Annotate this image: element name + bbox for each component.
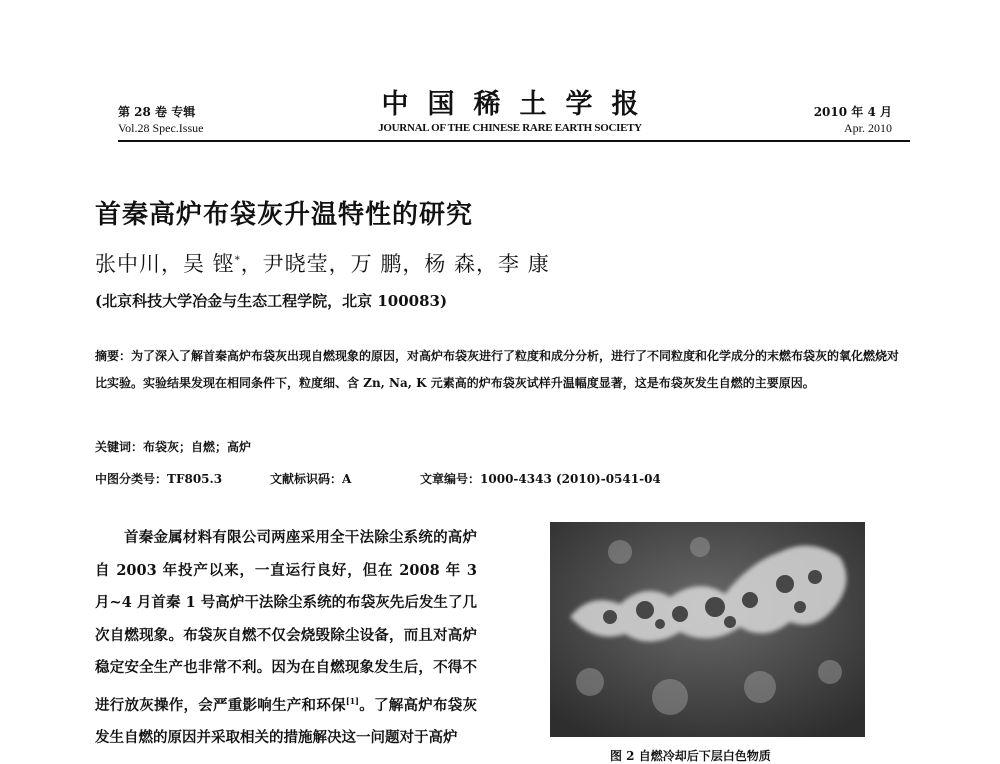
figure-photo (550, 522, 865, 737)
doc-code-item (270, 470, 420, 487)
clc-item (95, 470, 270, 487)
citation-ref: [1] (345, 695, 359, 706)
authors (95, 248, 550, 278)
volume-cn: 第 28 卷 专辑 (118, 105, 196, 119)
article-no-label: 文章编号： (420, 472, 481, 486)
keywords (95, 438, 251, 455)
affiliation: (北京科技大学冶金与生态工程学院，北京 100083) (95, 292, 448, 310)
article-no-item (420, 470, 661, 487)
clc-label: 中图分类号： (95, 472, 168, 486)
keywords-label: 关键词： (95, 440, 144, 454)
authors-part-2: ，尹晓莹，万 鹏，杨 森，李 康 (240, 252, 550, 276)
keywords-text: 布袋灰；自燃；高炉 (143, 440, 252, 454)
paper-title: 首秦高炉布袋灰升温特性的研究 (95, 200, 474, 230)
date-cn: 2010 年 4 月 (813, 105, 892, 119)
body-text (95, 522, 477, 754)
header-date (814, 104, 892, 136)
date-en: Apr. 2010 (844, 121, 892, 135)
doc-code-label: 文献标识码： (270, 472, 343, 486)
article-no-value: 1000-4343 (2010)-0541-04 (480, 472, 661, 486)
clc-value: TF805.3 (167, 472, 223, 486)
header-volume (118, 104, 203, 136)
figure-caption: 图 2 自燃冷却后下层白色物质 (610, 749, 771, 763)
volume-en: Vol.28 Spec.Issue (118, 121, 204, 135)
abstract-text: 为了深入了解首秦高炉布袋灰出现自燃现象的原因，对高炉布袋灰进行了粒度和成分分析，进行了不同粒度和化学成分的末燃布袋灰的氧化燃烧对比实验。实验结果发现在相同条件下，粒度细、含 Zn, Na, K 元素高的炉布袋灰试样升温幅度显著，这是布袋灰发生自燃的主要原因。 (95, 349, 900, 390)
body-paragraph (95, 522, 477, 754)
authors-part-1: 张中川，吴 铿 (95, 252, 235, 276)
abstract-label: 摘要： (95, 349, 132, 363)
corresponding-mark: * (234, 255, 241, 266)
journal-name-en: JOURNAL OF THE CHINESE RARE EARTH SOCIETY (378, 122, 642, 134)
abstract (95, 343, 910, 397)
body-text-1: 首秦金属材料有限公司两座采用全干法除尘系统的高炉自 2003 年投产以来，一直运行良好，但在 2008 年 3 月~4 月首秦 1 号高炉干法除尘系统的布袋灰先后发生了几次自燃现象。布袋灰自燃不仅会烧毁除尘设备，而且对高炉稳定安全生产也非常不利。因为在自燃现象发生后，不得不进行放灰操作，会严重影响生产和环保 (95, 529, 477, 714)
micrograph-image (550, 522, 865, 737)
journal-header (350, 88, 670, 134)
header-rule (118, 140, 910, 142)
classification-line (95, 470, 910, 487)
body-text-2: 。了解高炉布袋灰发生自燃的原因并采取相关的措施解决这一问题对于高炉 (95, 696, 478, 746)
journal-name-cn: 中国稀土学报 (381, 89, 658, 120)
doc-code-value: A (342, 472, 352, 486)
